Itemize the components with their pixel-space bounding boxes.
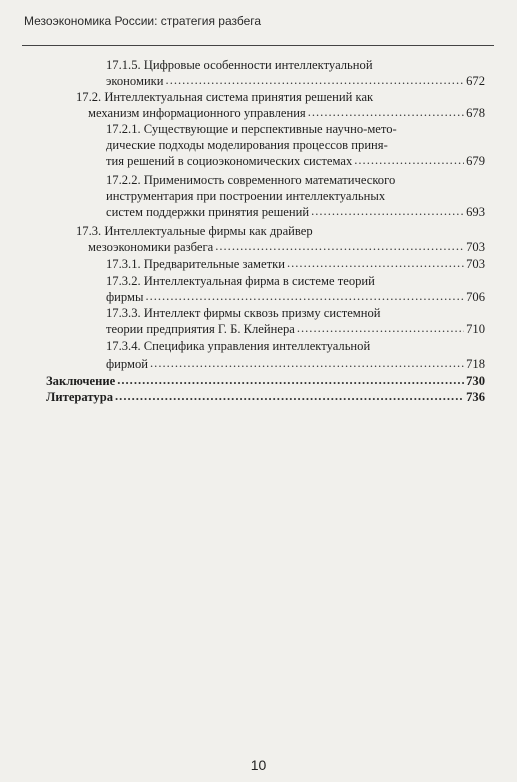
toc-page-number: 703 [466, 257, 485, 271]
toc-entry-17-2-line1: 17.2. Интеллектуальная система принятия решений как [76, 90, 374, 104]
leader-dots [150, 355, 464, 371]
toc-entry-conclusion[interactable] [46, 373, 485, 389]
toc-entry-17-3-1[interactable] [106, 256, 485, 272]
toc-entry-17-1-5-line1: 17.1.5. Цифровые особенности интеллектуальной [106, 58, 373, 72]
leader-dots [115, 388, 464, 404]
toc-entry-17-2-2-line2: инструментария при построении интеллектуальных [106, 189, 386, 203]
leader-dots [117, 372, 464, 388]
toc-entry-17-3-line1: 17.3. Интеллектуальные фирмы как драйвер [76, 224, 313, 238]
toc-entry-17-2-1-line3: тия решений в социоэкономических системах [106, 154, 353, 168]
toc-entry-17-3-4-line2: фирмой [106, 357, 149, 371]
toc-page-number: 736 [466, 390, 485, 404]
toc-entry-17-3-2[interactable] [106, 289, 485, 305]
toc-page-number: 693 [466, 205, 485, 219]
toc-page-number: 730 [466, 374, 485, 388]
toc-page-number: 679 [466, 154, 485, 168]
toc-entry-17-3-2-line1: 17.3.2. Интеллектуальная фирма в системе теорий [106, 274, 375, 288]
leader-dots [297, 320, 464, 336]
page-number: 10 [250, 757, 267, 773]
toc-entry-17-3-line2: мезоэкономики разбега [88, 240, 214, 254]
toc-entry-17-3[interactable] [88, 239, 485, 255]
header-rule [22, 45, 494, 46]
toc-entry-17-2-line2: механизм информационного управления [88, 106, 306, 120]
toc-page-number: 672 [466, 74, 485, 88]
leader-dots [311, 203, 464, 219]
toc-entry-17-1-5-line2: экономики [106, 74, 164, 88]
leader-dots [215, 238, 464, 254]
toc-entry-17-3-2-line2: фирмы [106, 290, 144, 304]
toc-entry-17-2-2[interactable] [106, 204, 485, 220]
toc-entry-references[interactable] [46, 389, 485, 405]
toc-entry-17-2-1-line2: дические подходы моделирования процессов приня- [106, 138, 388, 152]
toc-page-number: 703 [466, 240, 485, 254]
toc-entry-17-2-1-line1: 17.2.1. Существующие и перспективные научно-мето- [106, 122, 397, 136]
toc-entry-17-1-5[interactable] [106, 73, 485, 89]
toc-page-number: 710 [466, 322, 485, 336]
toc-entry-17-2-2-line1: 17.2.2. Применимость современного математического [106, 173, 396, 187]
leader-dots [308, 104, 464, 120]
toc-entry-17-2-2-line3: систем поддержки принятия решений [106, 205, 310, 219]
toc-entry-conclusion-label: Заключение [46, 374, 116, 388]
toc-entry-17-3-3-line1: 17.3.3. Интеллект фирмы сквозь призму системной [106, 306, 381, 320]
leader-dots [166, 72, 465, 88]
toc-entry-17-3-4[interactable] [106, 356, 485, 372]
toc-entry-17-2-1[interactable] [106, 153, 485, 169]
leader-dots [287, 255, 464, 271]
toc-entry-references-label: Литература [46, 390, 114, 404]
toc-entry-17-3-1-line1: 17.3.1. Предварительные заметки [106, 257, 285, 271]
leader-dots [354, 152, 464, 168]
toc-entry-17-3-4-line1: 17.3.4. Специфика управления интеллектуальной [106, 339, 371, 353]
toc-page-number: 718 [466, 357, 485, 371]
running-title: Мезоэкономика России: стратегия разбега [24, 14, 262, 28]
toc-page-number: 678 [466, 106, 485, 120]
toc-entry-17-3-3[interactable] [106, 321, 485, 337]
toc-entry-17-3-3-line2: теории предприятия Г. Б. Клейнера [106, 322, 295, 336]
toc-page-number: 706 [466, 290, 485, 304]
toc-entry-17-2[interactable] [88, 105, 485, 121]
leader-dots [145, 288, 464, 304]
